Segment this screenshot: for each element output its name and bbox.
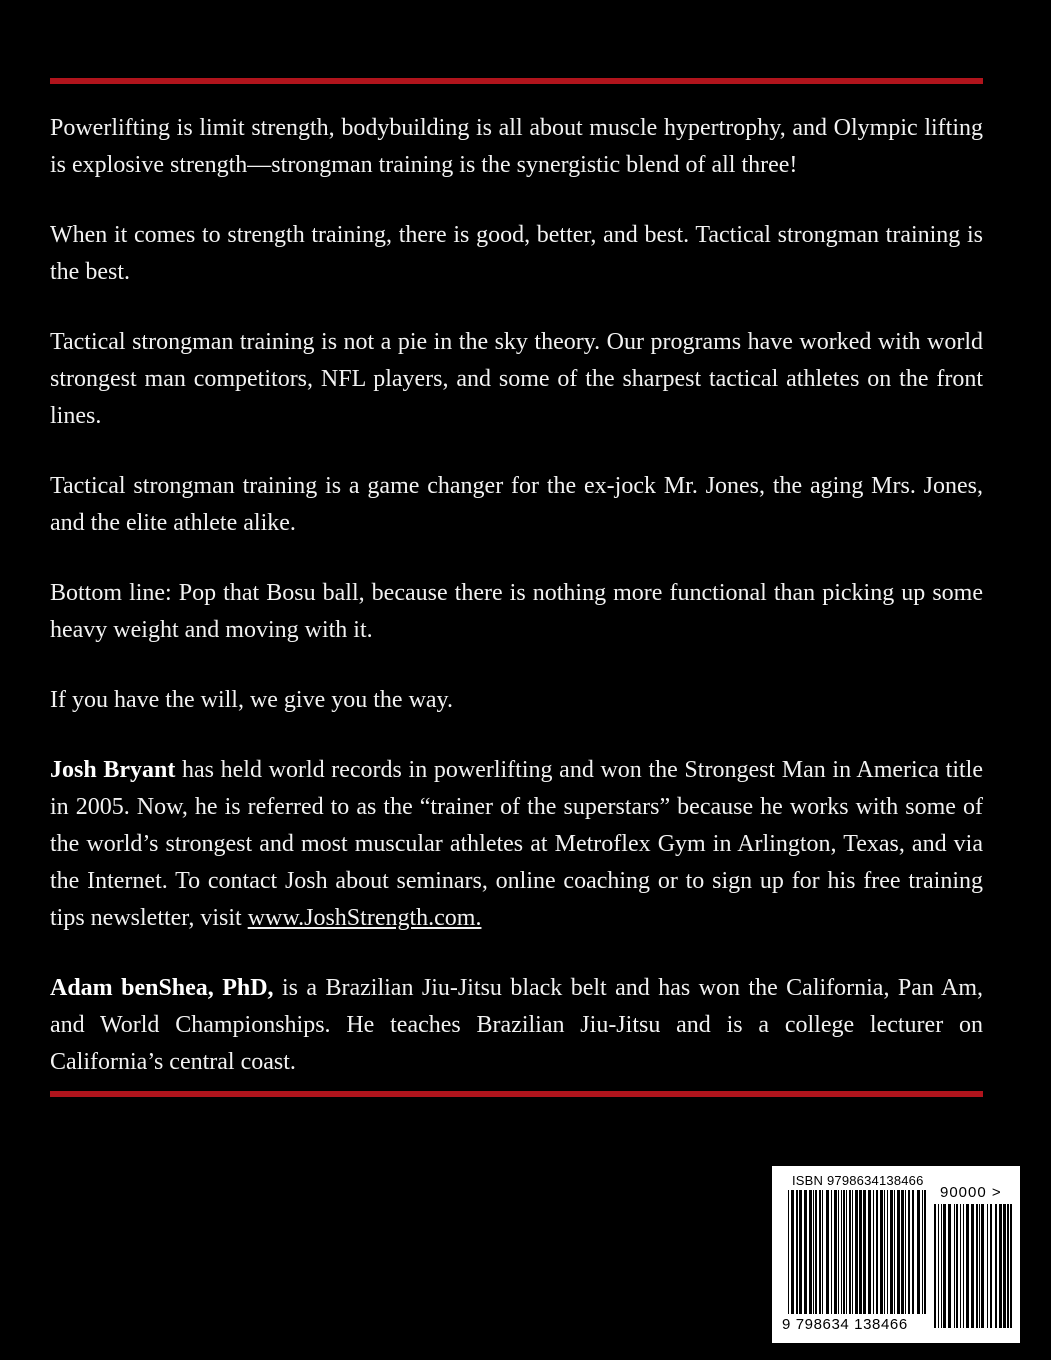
- top-red-rule: [50, 78, 983, 84]
- blurb-paragraph-6: If you have the will, we give you the way.: [50, 687, 453, 713]
- price-code: 90000 >: [940, 1184, 1002, 1201]
- isbn-label: ISBN 9798634138466: [792, 1173, 924, 1188]
- barcode-bars-icon: [788, 1190, 926, 1314]
- barcode-addon-bars-icon: [934, 1204, 1012, 1328]
- blurb-paragraph-2: When it comes to strength training, there is good, better, and best. Tactical strongman training is the best.: [50, 222, 983, 285]
- blurb-paragraph-1: Powerlifting is limit strength, bodybuilding is all about muscle hypertrophy, and Olympic lifting is explosive strength—strongman training is the synergistic blend of all three!: [50, 115, 983, 178]
- author-name-adam-benshea: Adam benShea, PhD,: [50, 975, 274, 1001]
- bottom-red-rule: [50, 1091, 983, 1097]
- blurb-paragraph-3: Tactical strongman training is not a pie in the sky theory. Our programs have worked with world strongest man competitors, NFL players, and some of the sharpest tactical athletes on the front lines.: [50, 329, 983, 429]
- author-bio-josh-bryant: [50, 752, 983, 937]
- blurb-paragraph-4: Tactical strongman training is a game changer for the ex-jock Mr. Jones, the aging Mrs. Jones, and the elite athlete alike.: [50, 473, 983, 536]
- blurb-paragraph-5: Bottom line: Pop that Bosu ball, because there is nothing more functional than picking up some heavy weight and moving with it.: [50, 580, 983, 643]
- website-link[interactable]: www.JoshStrength.com.: [247, 905, 482, 931]
- back-cover-blurb: [50, 110, 983, 1114]
- author-name-josh-bryant: Josh Bryant: [50, 757, 176, 783]
- isbn-digits: 9 798634 138466: [782, 1316, 908, 1333]
- author-bio-text: is a Brazilian Jiu-Jitsu black belt and has won the California, Pan Am, and World Championships. He teaches Brazilian Jiu-Jitsu and is a college lecturer on California’s central coast.: [50, 975, 983, 1075]
- author-bio-adam-benshea: [50, 970, 983, 1081]
- author-bio-text: has held world records in powerlifting and won the Strongest Man in America title in 2005. Now, he is referred to as the “trainer of the superstars” because he works with some of the world’s strongest and most muscular athletes at Metroflex Gym in Arlington, Texas, and via the Internet. To contact Josh about seminars, online coaching or to sign up for his free training tips newsletter, visit: [50, 757, 983, 931]
- isbn-barcode: [772, 1166, 1020, 1343]
